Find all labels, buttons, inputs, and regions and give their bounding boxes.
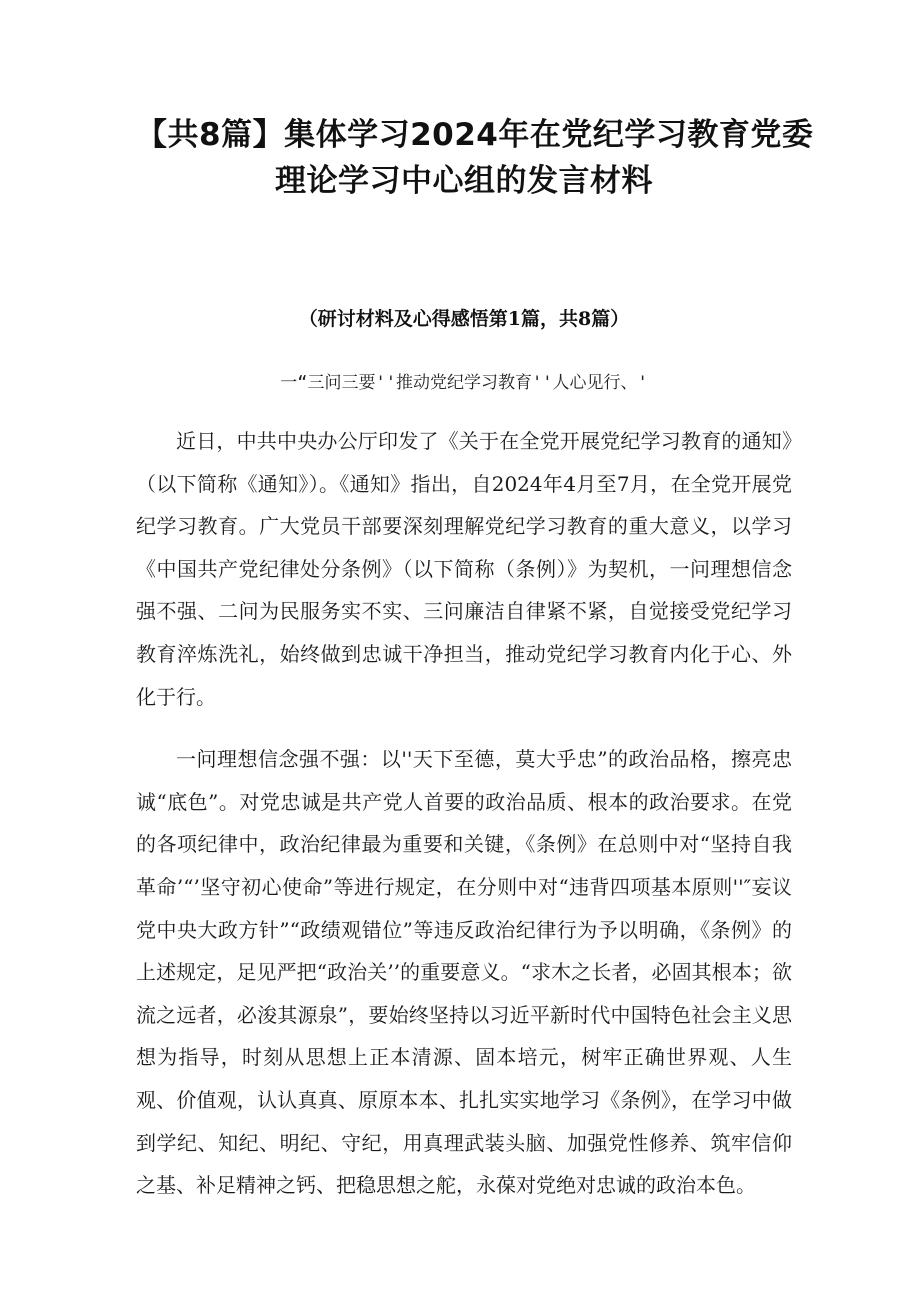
title-line-1: 【共8篇】集体学习2024年在党纪学习教育党委 xyxy=(136,117,814,153)
title-line-2: 理论学习中心组的发言材料 xyxy=(275,163,653,199)
section-heading: 一“三问三要''推动党纪学习教育''人心见行、' xyxy=(280,373,648,393)
body-paragraph-1: 近日，中共中央办公厅印发了《关于在全党开展党纪学习教育的通知》（以下简称《通知》）。《通知》指出，自2024年4月至7月，在全党开展党纪学习教育。广大党员干部要深刻理解党纪学习教育的重大意义，以学习《中国共产党纪律处分条例》（以下简称（条例）》为契机，一问理想信念强不强、二问为民服务实不实、三问廉洁自律紧不紧，自觉接受党纪学习教育淬炼洗礼，始终做到忠诚干净担当，推动党纪学习教育内化于心、外化于行。 xyxy=(136,429,792,709)
document-subtitle: （研讨材料及心得感悟第1篇，共8篇） xyxy=(298,308,630,330)
document-title xyxy=(136,112,814,204)
body-paragraph-2: 一问理想信念强不强：以''天下至德，莫大乎忠”的政治品格，擦亮忠诚“底色”。对党忠诚是共产党人首要的政治品质、根本的政治要求。在党的各项纪律中，政治纪律最为重要和关键，《条例》在总则中对“坚持自我革命’“’坚守初心使命”等进行规定，在分则中对“违背四项基本原则''″妄议党中央大政方针”“政绩观错位”等违反政治纪律行为予以明确，《条例》的上述规定，足见严把“政治关’’的重要意义。“求木之长者，必固其根本；欲流之远者，必浚其源泉”，要始终坚持以习近平新时代中国特色社会主义思想为指导，时刻从思想上正本清源、固本培元，树牢正确世界观、人生观、价值观，认认真真、原原本本、扎扎实实地学习《条例》，在学习中做到学纪、知纪、明纪、守纪，用真理武装头脑、加强党性修养、筑牢信仰之基、补足精神之钙、把稳思想之舵，永葆对党绝对忠诚的政治本色。 xyxy=(136,747,792,1198)
